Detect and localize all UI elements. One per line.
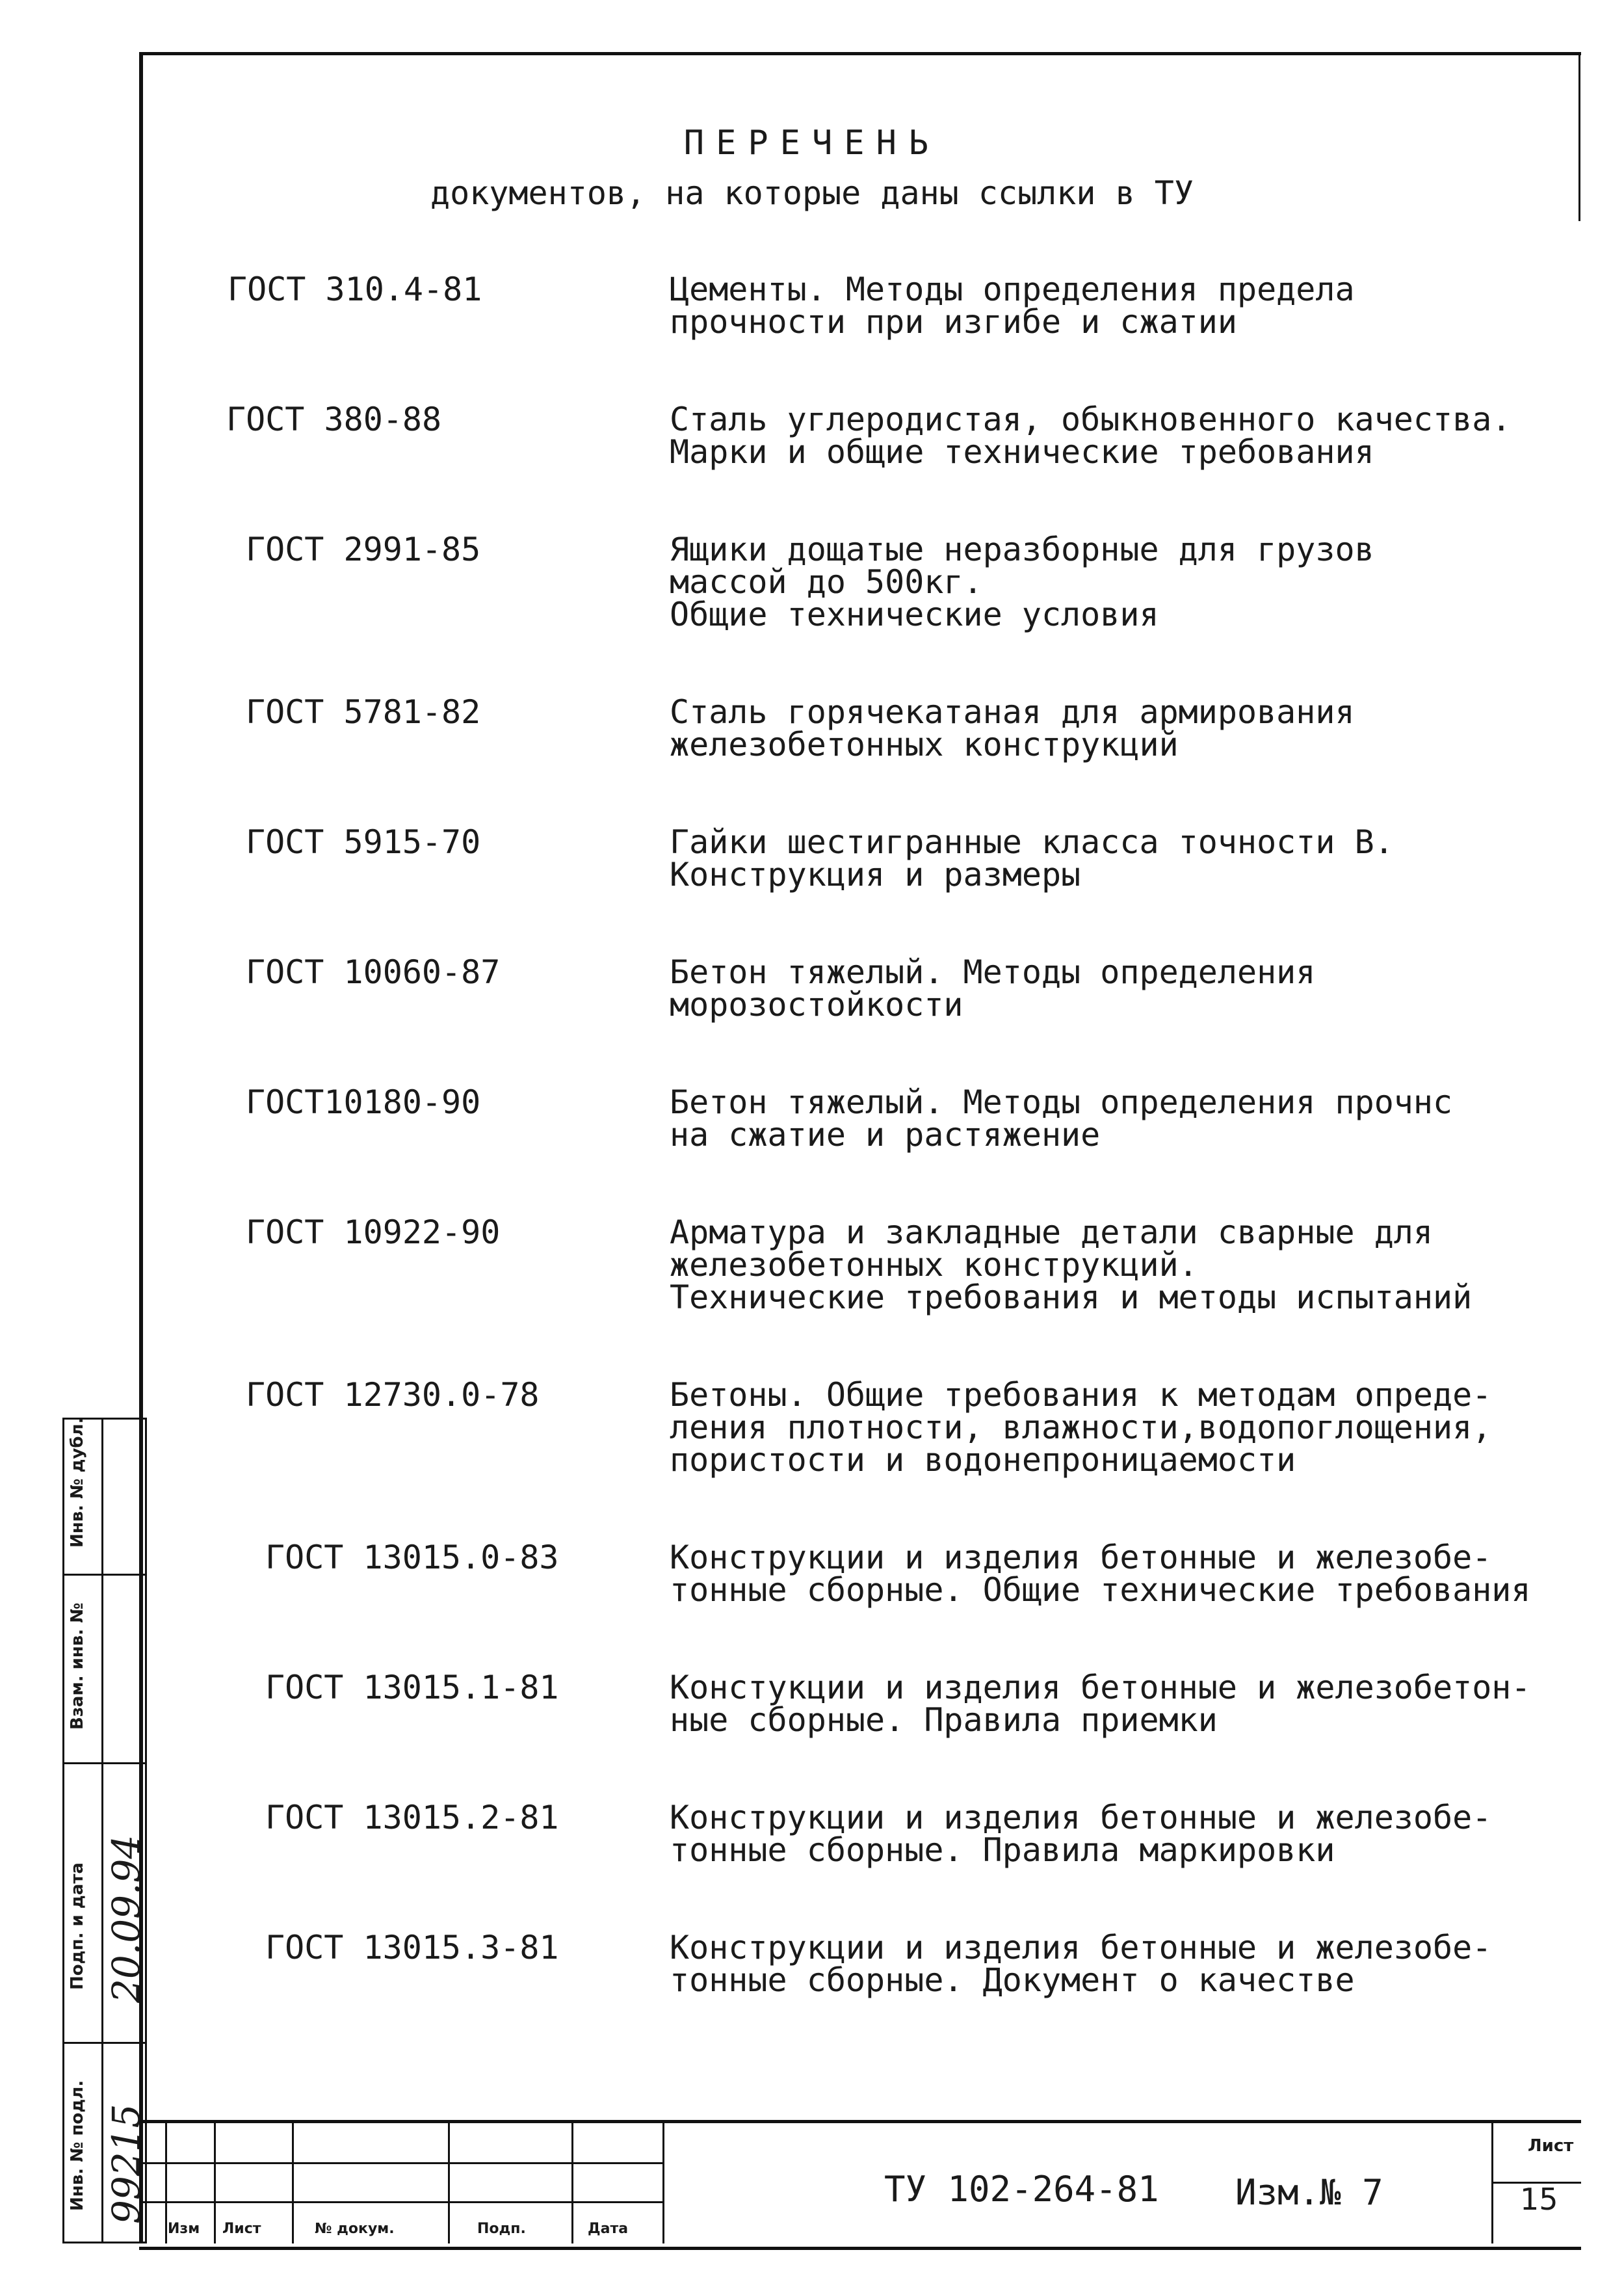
document-code: ГОСТ 13015.2-81: [265, 1799, 559, 1836]
document-description: Конструкции и изделия бетонные и железобе- тонные сборные. Правила маркировки: [670, 1799, 1492, 1869]
stamp-divider: [101, 1418, 103, 2243]
document-description: Бетон тяжелый. Методы определения морозостойкости: [670, 953, 1316, 1024]
stamp-row-line: [62, 2042, 147, 2044]
stamp-row-line: [62, 1762, 147, 1764]
document-description: Констукции и изделия бетонные и железобетон- ные сборные. Правила приемки: [670, 1669, 1531, 1739]
caption-list: Лист: [222, 2221, 261, 2237]
document-description: Конструкции и изделия бетонные и железобе- тонные сборные. Общие технические требования: [670, 1539, 1531, 1609]
document-code: ГОСТ10180-90: [246, 1083, 481, 1121]
stamp-row-line: [62, 2242, 147, 2243]
document-description: Гайки шестигранные класса точности В. Конструкция и размеры: [670, 823, 1394, 893]
title-block-col-line: [165, 2123, 167, 2243]
document-code: ГОСТ 13015.0-83: [265, 1539, 559, 1576]
sheet-label: Лист: [1528, 2136, 1574, 2156]
document-description: Сталь углеродистая, обыкновенного качества. Марки и общие технические требования: [670, 401, 1512, 471]
stamp-label-inv-dubl: Инв. № дубл.: [68, 1417, 87, 1548]
document-description: Арматура и закладные детали сварные для железобетонных конструкций. Технические требования и методы испытаний: [670, 1213, 1473, 1316]
title-block-col-line: [448, 2123, 450, 2243]
handwritten-date: 20.09.94: [104, 1834, 148, 2003]
page-title: ПЕРЕЧЕНЬ: [683, 124, 941, 163]
sheet-number: 15: [1520, 2182, 1558, 2217]
title-block-col-line: [214, 2123, 216, 2243]
frame-top-border: [139, 52, 1581, 55]
document-description: Бетон тяжелый. Методы определения прочнс на сжатие и растяжение: [670, 1083, 1453, 1154]
document-description: Цементы. Методы определения предела прочности при изгибе и сжатии: [670, 271, 1355, 341]
handwritten-inventory-number: 99215: [104, 2104, 148, 2224]
document-code: ГОСТ 380-88: [226, 401, 442, 438]
revision-number: Изм.№ 7: [1235, 2172, 1383, 2213]
stamp-row-line: [62, 1574, 147, 1576]
stamp-label-podp-data: Подп. и дата: [68, 1862, 87, 1990]
title-block-col-line: [571, 2123, 573, 2243]
document-description: Ящики дощатые неразборные для грузов массой до 500кг. Общие технические условия: [670, 531, 1374, 633]
document-code: ГОСТ 13015.1-81: [265, 1669, 559, 1706]
stamp-label-vzam-inv: Взам. инв. №: [68, 1602, 87, 1730]
title-block-col-line: [662, 2123, 664, 2243]
caption-date: Дата: [588, 2221, 629, 2237]
title-block-col-line: [292, 2123, 294, 2243]
document-code: ГОСТ 13015.3-81: [265, 1929, 559, 1966]
side-stamp: [62, 1418, 147, 2243]
page-subtitle: документов, на которые даны ссылки в ТУ: [430, 174, 1194, 212]
document-code: ГОСТ 5781-82: [246, 693, 481, 731]
title-block-row-line: [139, 2201, 662, 2203]
document-description: Сталь горячекатаная для армирования железобетонных конструкций: [670, 693, 1355, 763]
title-block-row-line: [139, 2162, 662, 2164]
document-code: ГОСТ 310.4-81: [228, 271, 482, 308]
document-code: ГОСТ 10060-87: [246, 953, 501, 991]
stamp-border-left: [62, 1418, 64, 2243]
document-designation: ТУ 102-264-81: [884, 2169, 1159, 2210]
document-description: Бетоны. Общие требования к методам опреде- ления плотности, влажности,водопоглощения, пористости и водонепроницаемости: [670, 1376, 1492, 1479]
caption-izm: Изм: [168, 2221, 200, 2237]
caption-doc-number: № докум.: [315, 2221, 395, 2237]
caption-signature: Подп.: [477, 2221, 526, 2237]
document-code: ГОСТ 10922-90: [246, 1213, 501, 1251]
document-code: ГОСТ 5915-70: [246, 823, 481, 861]
document-code: ГОСТ 12730.0-78: [246, 1376, 540, 1414]
title-block-col-line: [1491, 2123, 1493, 2243]
document-description: Конструкции и изделия бетонные и железобе- тонные сборные. Документ о качестве: [670, 1929, 1492, 1999]
stamp-label-inv-podl: Инв. № подл.: [68, 2080, 87, 2211]
document-code: ГОСТ 2991-85: [246, 531, 481, 568]
